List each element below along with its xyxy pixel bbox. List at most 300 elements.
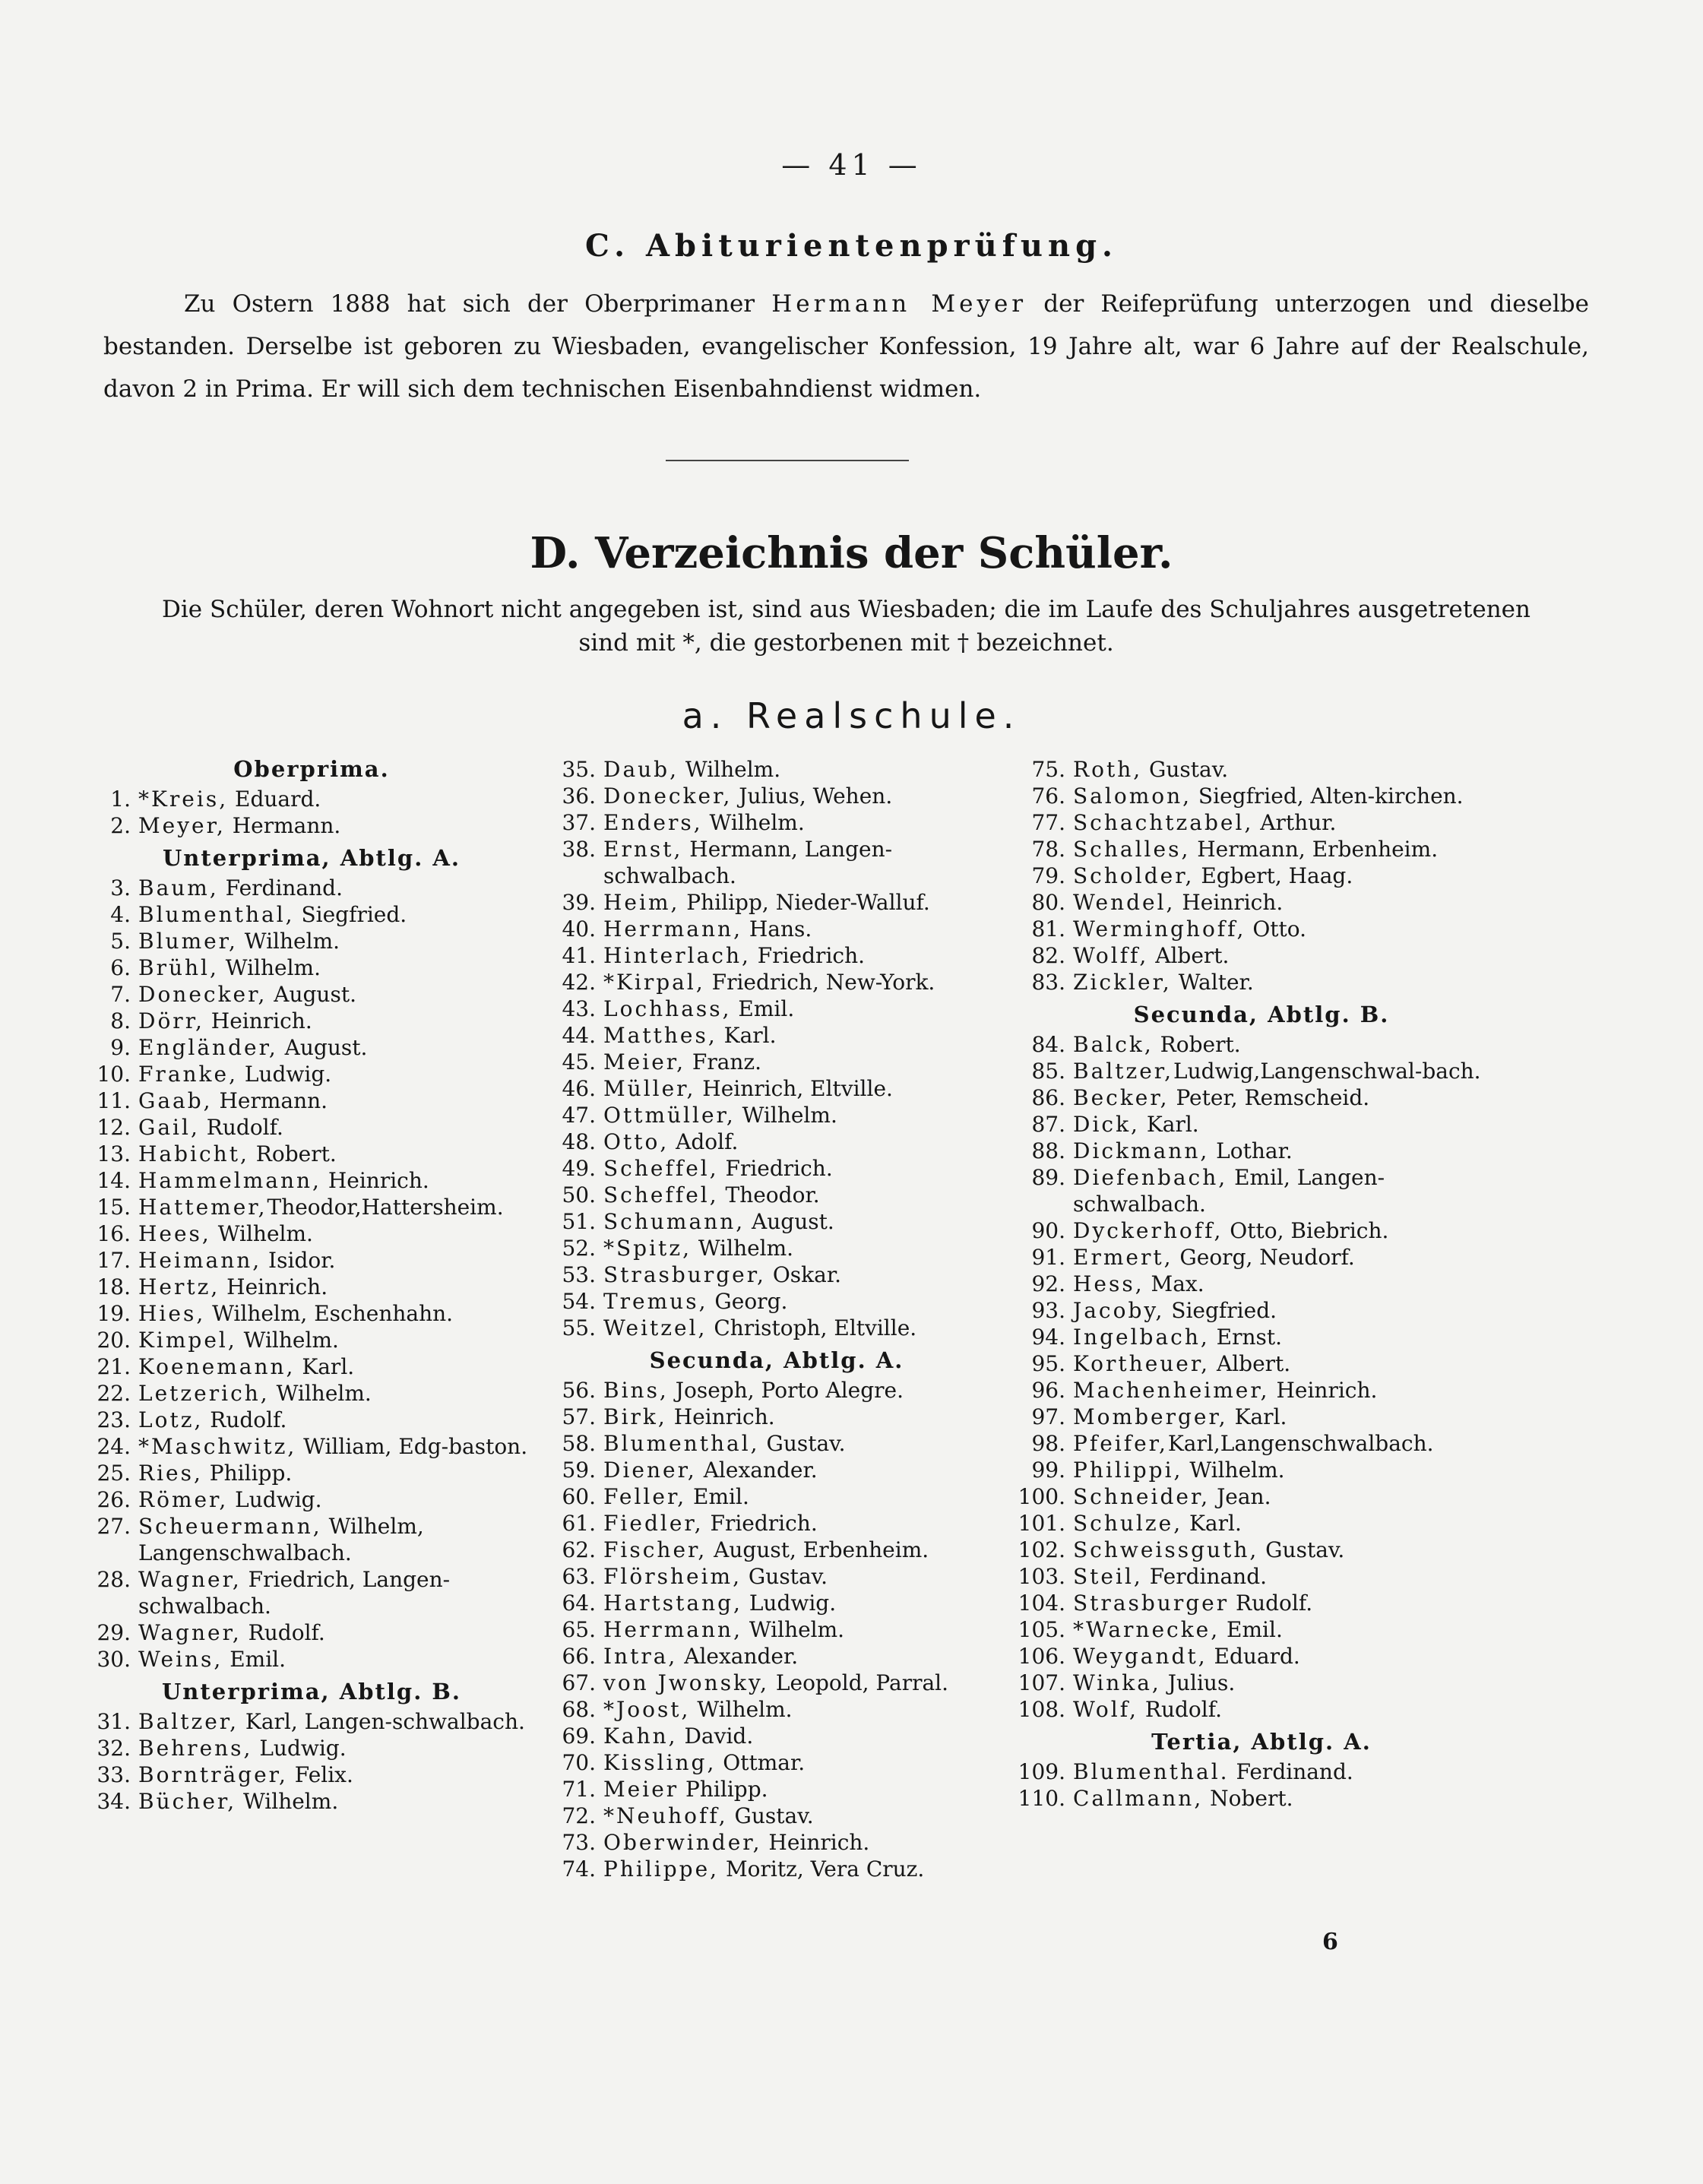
student-details xyxy=(1073,1670,1512,1696)
student-name: Herrmann, xyxy=(603,1617,742,1642)
student-number: 42. xyxy=(562,970,596,995)
student-entry xyxy=(1011,1563,1512,1590)
student-info: Alexander. xyxy=(696,1458,818,1483)
student-details xyxy=(1073,1457,1512,1483)
student-number: 97. xyxy=(1031,1404,1065,1429)
student-number: 74. xyxy=(562,1856,596,1882)
student-number: 89. xyxy=(1031,1165,1065,1190)
student-name: Schachtzabel, xyxy=(1073,810,1254,835)
student-name: Scheffel, xyxy=(603,1182,719,1208)
paragraph-text-start: Zu Ostern 1888 hat sich der Oberprimaner xyxy=(184,290,772,318)
student-name: Lochhass, xyxy=(603,996,732,1021)
student-info: Oskar. xyxy=(765,1262,842,1287)
sheet-signature-number: 6 xyxy=(1322,1929,1338,1955)
student-details xyxy=(138,1141,547,1167)
student-info: Albert. xyxy=(1148,943,1230,968)
student-details xyxy=(138,1433,547,1460)
section-d-intro xyxy=(103,593,1589,660)
student-number: 103. xyxy=(1018,1564,1065,1589)
student-number: 110. xyxy=(1018,1786,1065,1811)
student-info: Siegfried. xyxy=(1164,1298,1277,1323)
student-name: Bücher, xyxy=(138,1789,237,1814)
student-details xyxy=(603,1288,1012,1315)
student-info: Karl. xyxy=(1139,1112,1199,1137)
student-info: Hans. xyxy=(742,916,812,942)
student-number: 60. xyxy=(562,1484,596,1509)
student-name: Otto, xyxy=(603,1129,669,1154)
student-info: David. xyxy=(677,1723,754,1749)
student-name: Hess, xyxy=(1073,1271,1144,1296)
student-name: Lotz, xyxy=(138,1407,204,1432)
student-number: 8. xyxy=(110,1008,131,1033)
student-number: 72. xyxy=(562,1803,596,1828)
student-number: 23. xyxy=(97,1407,131,1432)
student-info: Theodor,Hattersheim. xyxy=(267,1195,504,1220)
student-info: Wilhelm, Langenschwalbach. xyxy=(138,1514,424,1565)
student-entry xyxy=(1011,942,1512,969)
student-info: Moritz, Vera Cruz. xyxy=(719,1856,925,1882)
student-info: Heinrich. xyxy=(1175,890,1284,915)
student-details xyxy=(603,1749,1012,1776)
student-name: Weitzel, xyxy=(603,1315,707,1340)
student-details xyxy=(1073,1404,1512,1430)
student-number: 2. xyxy=(110,813,131,838)
student-entry xyxy=(1011,1404,1512,1430)
student-name: Schweissguth, xyxy=(1073,1537,1259,1562)
student-details xyxy=(138,1114,547,1141)
student-details xyxy=(138,1460,547,1486)
student-info: Gustav. xyxy=(727,1803,814,1828)
student-entry xyxy=(1011,1510,1512,1537)
student-number: 88. xyxy=(1031,1138,1065,1163)
student-number: 96. xyxy=(1031,1378,1065,1403)
student-info: Theodor. xyxy=(718,1182,820,1208)
student-info: Wilhelm. xyxy=(735,1103,837,1128)
student-entry xyxy=(1011,1031,1512,1058)
student-entry xyxy=(1011,1758,1512,1785)
student-info: Robert. xyxy=(1153,1032,1241,1057)
student-entry xyxy=(541,756,1012,783)
student-number: 47. xyxy=(562,1103,596,1128)
student-info: Philipp, Nieder-Walluf. xyxy=(679,890,930,915)
student-info: Hermann. xyxy=(225,813,341,838)
student-info: Ferdinand. xyxy=(1229,1759,1353,1784)
student-number: 51. xyxy=(562,1209,596,1234)
student-entry xyxy=(1011,916,1512,942)
student-name: Zickler, xyxy=(1073,970,1172,995)
student-info: Ottmar. xyxy=(716,1750,806,1775)
student-name: Habicht, xyxy=(138,1141,249,1166)
student-name: Dyckerhoff, xyxy=(1073,1218,1223,1243)
student-info: Otto. xyxy=(1246,916,1307,942)
student-entry xyxy=(76,1220,547,1247)
student-name: Kortheuer, xyxy=(1073,1351,1211,1376)
student-entry xyxy=(541,969,1012,995)
student-details xyxy=(1073,916,1512,942)
student-details xyxy=(138,1300,547,1327)
student-entry xyxy=(541,836,1012,889)
student-number: 90. xyxy=(1031,1218,1065,1243)
student-details xyxy=(1073,1785,1512,1812)
student-name: Fischer, xyxy=(603,1537,707,1562)
student-details xyxy=(603,809,1012,836)
student-number: 13. xyxy=(97,1141,131,1166)
student-info: Robert. xyxy=(248,1141,337,1166)
student-details xyxy=(1073,969,1512,995)
student-number: 66. xyxy=(562,1644,596,1669)
student-details xyxy=(603,1590,1012,1616)
student-number: 33. xyxy=(97,1762,131,1787)
student-number: 9. xyxy=(110,1035,131,1060)
student-number: 61. xyxy=(562,1511,596,1536)
student-name: Blumer, xyxy=(138,929,238,954)
student-list-column-2 xyxy=(541,756,1012,1882)
student-name: Diefenbach, xyxy=(1073,1165,1228,1190)
student-info: Wilhelm. xyxy=(1182,1458,1285,1483)
student-info: Ludwig. xyxy=(252,1736,347,1761)
student-entry xyxy=(76,1646,547,1673)
paragraph-text-end: der Reifeprüfung unterzogen und dieselbe bestanden. Derselbe ist geboren zu Wiesbaden, evangelischer Konfession, 19 Jahre alt, war 6 Jahre auf der Realschule, davon 2 in Prima. Er will sich dem technischen Eisenbahndienst widmen. xyxy=(103,290,1589,403)
student-name: Hees, xyxy=(138,1221,211,1246)
student-name: Wagner, xyxy=(138,1567,242,1592)
student-name: Weins, xyxy=(138,1647,223,1672)
student-name: Philippe, xyxy=(603,1856,720,1882)
student-number: 98. xyxy=(1031,1431,1065,1456)
student-number: 104. xyxy=(1018,1591,1065,1616)
student-info: Heinrich. xyxy=(321,1168,429,1193)
student-info: Wilhelm. xyxy=(691,1236,794,1261)
student-info: Gustav. xyxy=(759,1431,846,1456)
student-info: Heinrich, Eltville. xyxy=(695,1076,893,1101)
student-number: 46. xyxy=(562,1076,596,1101)
student-number: 49. xyxy=(562,1156,596,1181)
student-info: Friedrich. xyxy=(718,1156,833,1181)
student-entry xyxy=(76,1300,547,1327)
student-name: Birk, xyxy=(603,1404,667,1429)
student-details xyxy=(138,1566,547,1619)
student-entry xyxy=(541,1075,1012,1102)
student-info: Friedrich, Langen-schwalbach. xyxy=(138,1567,451,1619)
student-number: 69. xyxy=(562,1723,596,1749)
student-entry xyxy=(76,812,547,839)
student-name: Strasburger, xyxy=(603,1262,766,1287)
student-number: 19. xyxy=(97,1301,131,1326)
student-name: Koenemann, xyxy=(138,1354,296,1379)
student-details xyxy=(1073,889,1512,916)
student-info: Ludwig. xyxy=(237,1062,332,1087)
student-name: Oberwinder, xyxy=(603,1830,762,1855)
student-entry xyxy=(76,1008,547,1034)
student-entry xyxy=(76,1274,547,1300)
student-number: 6. xyxy=(110,955,131,980)
student-details xyxy=(603,1643,1012,1670)
student-number: 55. xyxy=(562,1315,596,1340)
student-entry xyxy=(541,1829,1012,1856)
student-details xyxy=(603,1510,1012,1537)
student-info: Lothar. xyxy=(1209,1138,1293,1163)
student-number: 43. xyxy=(562,996,596,1021)
student-info: Rudolf. xyxy=(203,1407,287,1432)
student-name: Werminghoff, xyxy=(1073,916,1246,942)
student-name: Diener, xyxy=(603,1458,697,1483)
student-info: Emil. xyxy=(731,996,795,1021)
student-number: 4. xyxy=(110,902,131,927)
student-entry xyxy=(541,1022,1012,1049)
student-entry xyxy=(1011,969,1512,995)
student-details xyxy=(138,1274,547,1300)
student-details xyxy=(1073,1537,1512,1563)
student-name: Blumenthal, xyxy=(138,902,295,927)
student-number: 57. xyxy=(562,1404,596,1429)
student-info: Gustav. xyxy=(1258,1537,1345,1562)
student-info: Julius, Wehen. xyxy=(732,783,893,809)
student-entry xyxy=(541,1155,1012,1182)
student-details xyxy=(138,786,547,812)
student-info: Wilhelm, Eschenhahn. xyxy=(205,1301,454,1326)
student-name: Ernst, xyxy=(603,837,683,862)
student-number: 50. xyxy=(562,1182,596,1208)
student-number: 10. xyxy=(97,1062,131,1087)
student-info: Wilhelm. xyxy=(690,1697,793,1722)
student-number: 65. xyxy=(562,1617,596,1642)
student-entry xyxy=(1011,1271,1512,1297)
student-info: Gustav. xyxy=(742,1564,828,1589)
student-number: 26. xyxy=(97,1487,131,1512)
student-name: Gaab, xyxy=(138,1088,213,1113)
student-name: Bins, xyxy=(603,1378,669,1403)
student-info: Wilhelm. xyxy=(742,1617,845,1642)
student-details xyxy=(1073,1217,1512,1244)
student-number: 81. xyxy=(1031,916,1065,942)
student-entry xyxy=(76,1460,547,1486)
student-name: Heim, xyxy=(603,890,680,915)
student-name: von Jwonsky, xyxy=(603,1670,770,1695)
student-entry xyxy=(76,928,547,954)
student-info: Emil. xyxy=(1220,1617,1283,1642)
student-details xyxy=(603,1049,1012,1075)
student-entry xyxy=(541,1208,1012,1235)
student-number: 80. xyxy=(1031,890,1065,915)
student-number: 78. xyxy=(1031,837,1065,862)
student-entry xyxy=(541,1483,1012,1510)
student-info: Eduard. xyxy=(228,787,321,812)
student-details xyxy=(138,1486,547,1513)
student-number: 25. xyxy=(97,1461,131,1486)
student-details xyxy=(603,783,1012,809)
student-number: 79. xyxy=(1031,863,1065,888)
student-details xyxy=(138,1061,547,1087)
student-details xyxy=(138,1646,547,1673)
student-details xyxy=(603,916,1012,942)
student-entry xyxy=(1011,1058,1512,1084)
student-info: Ernst. xyxy=(1209,1325,1283,1350)
student-entry xyxy=(76,1708,547,1735)
section-d-title: D. Verzeichnis der Schüler. xyxy=(530,528,1173,578)
student-number: 68. xyxy=(562,1697,596,1722)
student-entry xyxy=(76,875,547,901)
student-number: 93. xyxy=(1031,1298,1065,1323)
student-name: Winka, xyxy=(1073,1670,1161,1695)
student-details xyxy=(138,981,547,1008)
student-name: Meyer, xyxy=(138,813,226,838)
student-name: Weygandt, xyxy=(1073,1644,1208,1669)
student-info: Wilhelm. xyxy=(269,1381,372,1406)
student-info: Franz. xyxy=(685,1049,762,1075)
student-entry xyxy=(1011,1111,1512,1138)
candidate-name: Hermann Meyer xyxy=(771,290,1027,318)
student-number: 106. xyxy=(1018,1644,1065,1669)
student-details xyxy=(1073,1377,1512,1404)
student-entry xyxy=(76,981,547,1008)
student-details xyxy=(138,1220,547,1247)
student-number: 64. xyxy=(562,1591,596,1616)
student-details xyxy=(138,1788,547,1815)
student-name: Tremus, xyxy=(603,1289,708,1314)
student-name: Franke, xyxy=(138,1062,238,1087)
student-name: Dörr, xyxy=(138,1008,204,1033)
student-name: Steil, xyxy=(1073,1564,1143,1589)
student-name: Dickmann, xyxy=(1073,1138,1210,1163)
student-entry xyxy=(76,1433,547,1460)
student-entry xyxy=(76,1114,547,1141)
student-number: 63. xyxy=(562,1564,596,1589)
student-info: Siegfried. xyxy=(294,902,407,927)
student-number: 22. xyxy=(97,1381,131,1406)
student-name: Schalles, xyxy=(1073,837,1191,862)
student-name: Blumenthal, xyxy=(603,1431,760,1456)
student-name: *Neuhoff, xyxy=(603,1803,728,1828)
student-number: 56. xyxy=(562,1378,596,1403)
student-name: Blumenthal. xyxy=(1073,1759,1230,1784)
student-info: Hermann. xyxy=(212,1088,328,1113)
student-info: Max. xyxy=(1144,1271,1204,1296)
student-entry xyxy=(1011,1324,1512,1350)
student-details xyxy=(603,1155,1012,1182)
student-name: Brühl, xyxy=(138,955,219,980)
student-name: Callmann, xyxy=(1073,1786,1204,1811)
student-details xyxy=(603,1404,1012,1430)
student-name: Jacoby, xyxy=(1073,1298,1165,1323)
student-info: Philipp. xyxy=(679,1777,768,1802)
student-info: Eduard. xyxy=(1207,1644,1300,1669)
student-list-column-1 xyxy=(76,756,547,1815)
student-info: Gustav. xyxy=(1142,757,1229,782)
student-details xyxy=(603,1235,1012,1261)
student-details xyxy=(603,995,1012,1022)
student-details xyxy=(138,901,547,928)
student-name: Philippi, xyxy=(1073,1458,1183,1483)
student-info: Karl,Langenschwalbach. xyxy=(1167,1431,1434,1456)
student-number: 32. xyxy=(97,1736,131,1761)
student-details xyxy=(1073,1164,1512,1217)
student-name: Momberger, xyxy=(1073,1404,1228,1429)
student-name: Feller, xyxy=(603,1484,687,1509)
student-details xyxy=(603,1696,1012,1723)
student-details xyxy=(603,1261,1012,1288)
student-name: Letzerich, xyxy=(138,1381,270,1406)
student-details xyxy=(138,1735,547,1761)
student-number: 18. xyxy=(97,1274,131,1299)
student-name: Heimann, xyxy=(138,1248,262,1273)
student-info: Rudolf. xyxy=(1138,1697,1222,1722)
student-number: 30. xyxy=(97,1647,131,1672)
student-name: *Spitz, xyxy=(603,1236,692,1261)
student-name: Machenheimer, xyxy=(1073,1378,1270,1403)
student-details xyxy=(1073,1483,1512,1510)
student-details xyxy=(1073,863,1512,889)
student-info: Heinrich. xyxy=(666,1404,775,1429)
student-name: Enders, xyxy=(603,810,703,835)
student-info: William, Edg-baston. xyxy=(296,1434,528,1459)
student-number: 87. xyxy=(1031,1112,1065,1137)
student-number: 70. xyxy=(562,1750,596,1775)
student-info: Rudolf. xyxy=(199,1115,283,1140)
student-details xyxy=(603,1483,1012,1510)
student-name: Pfeifer, xyxy=(1073,1431,1168,1456)
student-info: Emil. xyxy=(223,1647,286,1672)
student-name: *Joost, xyxy=(603,1697,691,1722)
student-number: 86. xyxy=(1031,1085,1065,1110)
student-details xyxy=(603,1856,1012,1882)
student-entry xyxy=(1011,836,1512,863)
student-number: 62. xyxy=(562,1537,596,1562)
student-entry xyxy=(541,1510,1012,1537)
student-entry xyxy=(76,1353,547,1380)
student-number: 1. xyxy=(110,787,131,812)
student-name: Ottmüller, xyxy=(603,1103,736,1128)
student-name: *Maschwitz, xyxy=(138,1434,297,1459)
student-number: 16. xyxy=(97,1221,131,1246)
student-entry xyxy=(1011,1785,1512,1812)
class-heading: Unterprima, Abtlg. B. xyxy=(161,1679,461,1704)
student-name: Hattemer, xyxy=(138,1195,267,1220)
student-name: Schneider, xyxy=(1073,1484,1211,1509)
student-info: Rudolf. xyxy=(241,1620,325,1645)
student-name: Hinterlach, xyxy=(603,943,751,968)
student-name: Römer, xyxy=(138,1487,229,1512)
student-info: Egbert, Haag. xyxy=(1194,863,1353,888)
student-details xyxy=(138,1167,547,1194)
student-number: 76. xyxy=(1031,783,1065,809)
student-entry xyxy=(541,1404,1012,1430)
student-name: Donecker, xyxy=(603,783,733,809)
student-name: Müller, xyxy=(603,1076,696,1101)
student-name: Scheffel, xyxy=(603,1156,719,1181)
student-number: 58. xyxy=(562,1431,596,1456)
student-info: Ludwig. xyxy=(228,1487,322,1512)
student-number: 44. xyxy=(562,1023,596,1048)
student-details xyxy=(138,1087,547,1114)
student-details xyxy=(1073,1244,1512,1271)
student-number: 85. xyxy=(1031,1059,1065,1084)
student-entry xyxy=(76,1380,547,1407)
student-number: 92. xyxy=(1031,1271,1065,1296)
student-info: Julius. xyxy=(1160,1670,1236,1695)
student-details xyxy=(138,1034,547,1061)
student-info: Heinrich. xyxy=(220,1274,328,1299)
student-info: Karl. xyxy=(1227,1404,1287,1429)
student-entry xyxy=(1011,1616,1512,1643)
student-name: Gail, xyxy=(138,1115,200,1140)
student-info: August. xyxy=(745,1209,834,1234)
student-entry xyxy=(76,1034,547,1061)
student-details xyxy=(138,1619,547,1646)
student-number: 108. xyxy=(1018,1697,1065,1722)
student-details xyxy=(1073,1696,1512,1723)
student-number: 20. xyxy=(97,1328,131,1353)
student-info: Jean. xyxy=(1210,1484,1271,1509)
student-info: Georg, Neudorf. xyxy=(1173,1245,1355,1270)
